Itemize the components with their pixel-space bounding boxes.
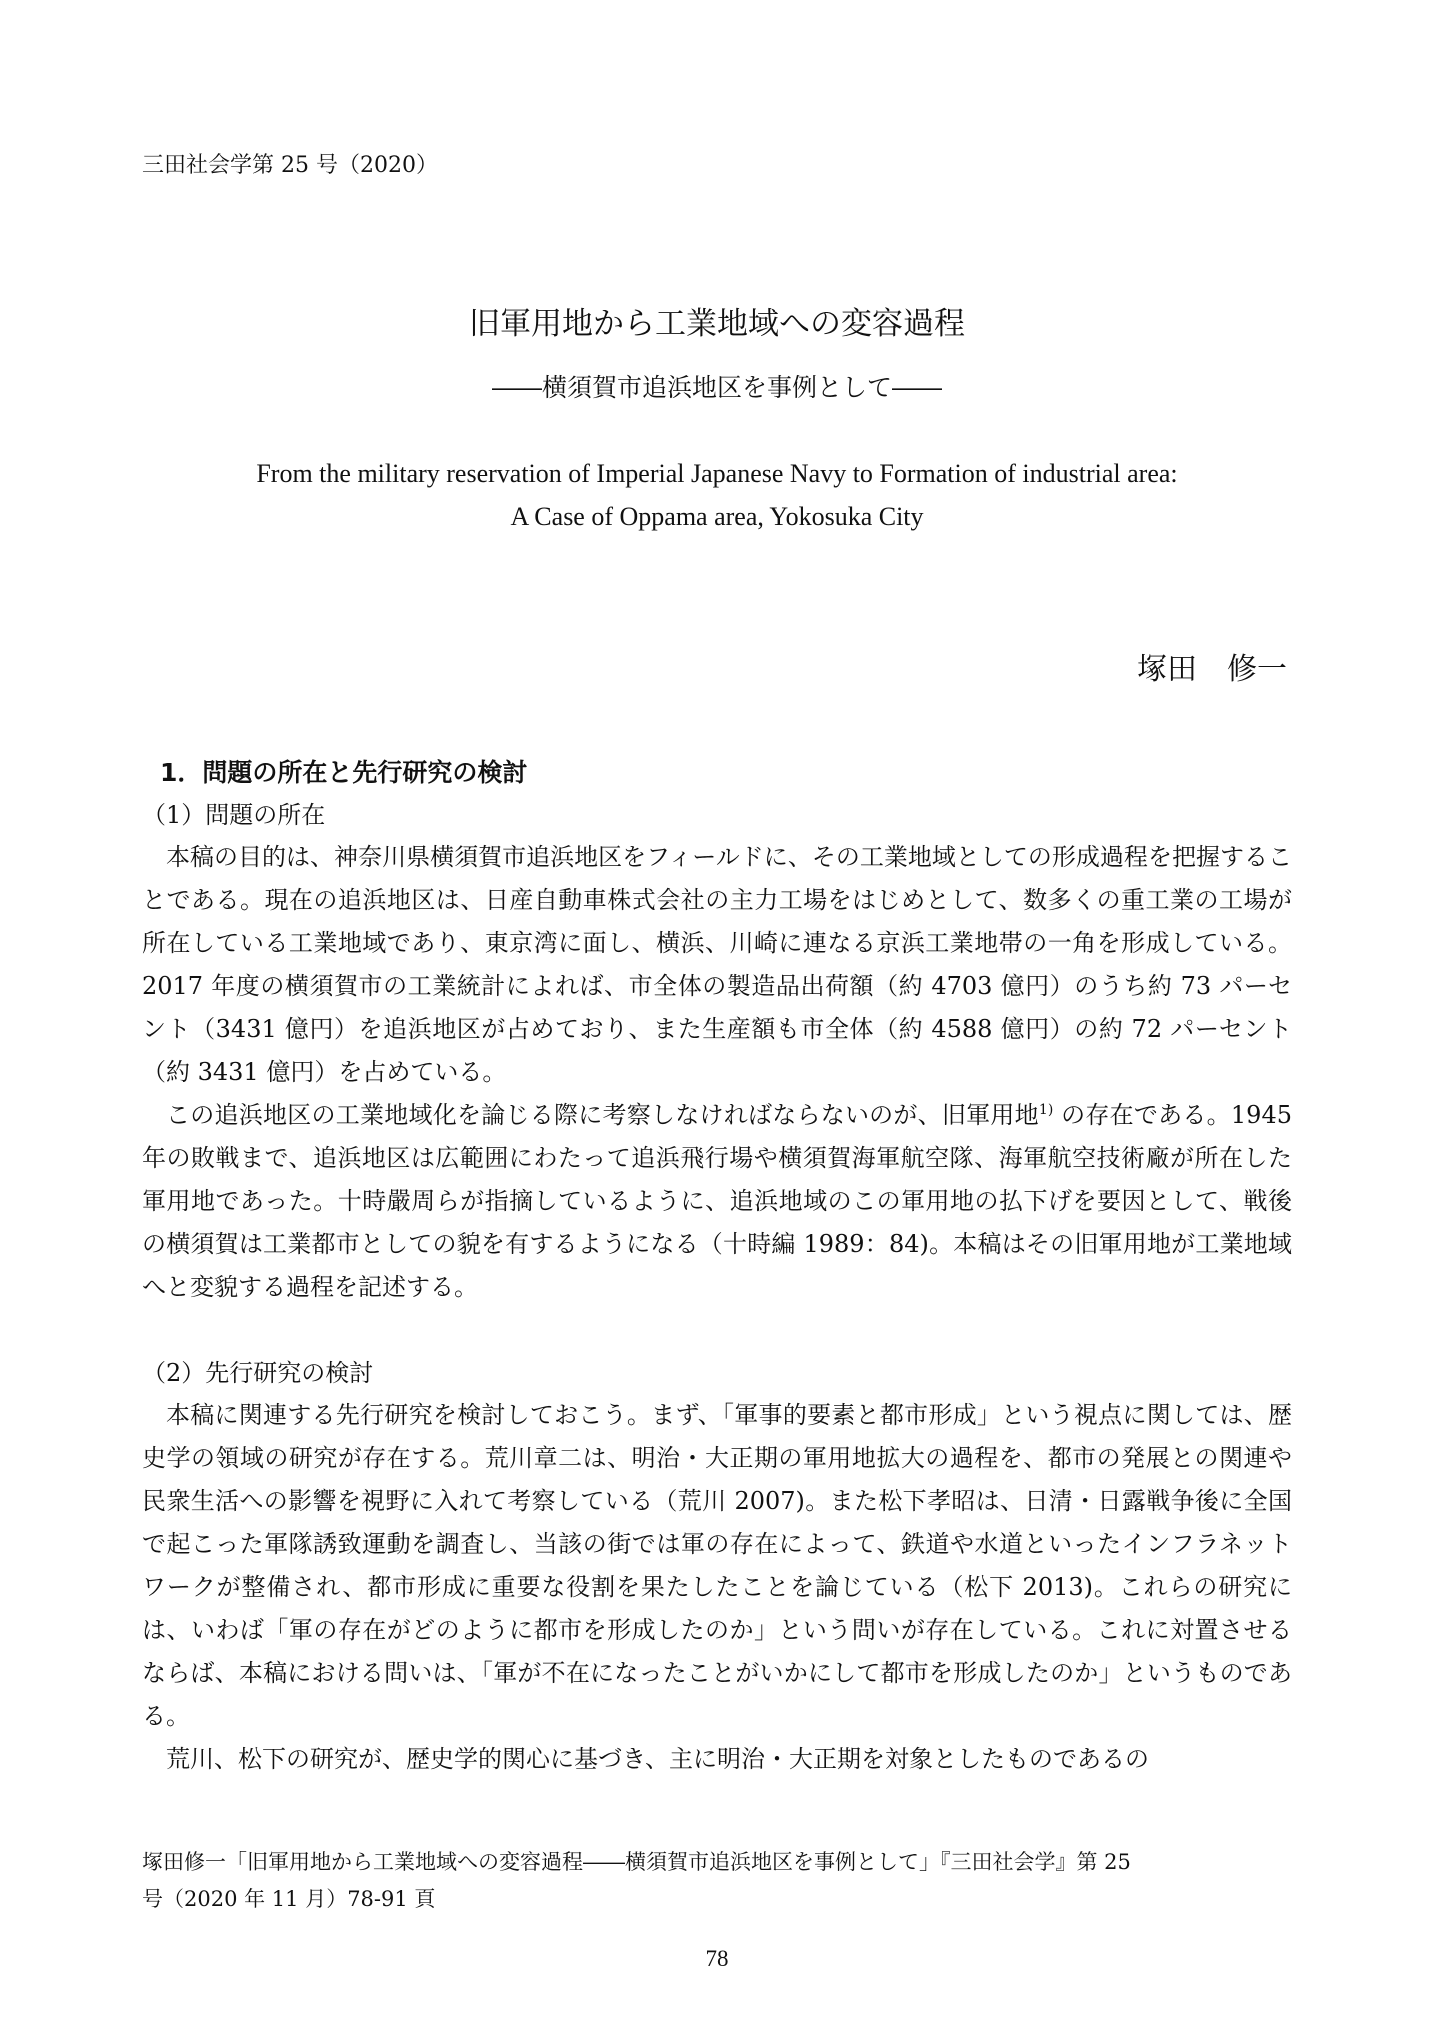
subsection-heading-2: （2）先行研究の検討	[142, 1359, 374, 1387]
author-name: 塚田 修一	[1137, 652, 1287, 687]
citation-line-2: 号（2020 年 11 月）78-91 頁	[142, 1887, 436, 1911]
paragraph-3: 本稿に関連する先行研究を検討しておこう。まず、「軍事的要素と都市形成」という視点に関しては、歴史学の領域の研究が存在する。荒川章二は、明治・大正期の軍用地拡大の過程を、都市の発展との関連や民衆生活への影響を視野に入れて考察している（荒川 2007)。また松下孝昭は、日清・日露戦争後に全国で起こった軍隊誘致運動を調査し、当該の街では軍の存在によって、鉄道や水道といったインフラネットワークが整備され、都市形成に重要な役割を果たしたことを論じている（松下 2013)。これらの研究には、いわば「軍の存在がどのように都市を形成したのか」という問いが存在している。これに対置させるならば、本稿における問いは、「軍が不在になったことがいかにして都市を形成したのか」というものである。	[142, 1401, 1292, 1730]
section-heading-1: 1．問題の所在と先行研究の検討	[160, 758, 528, 787]
journal-header: 三田社会学第 25 号（2020）	[142, 153, 438, 178]
main-body	[142, 752, 1292, 1781]
english-title	[0, 452, 1434, 538]
paragraph-1: 本稿の目的は、神奈川県横須賀市追浜地区をフィールドに、その工業地域としての形成過程を把握することである。現在の追浜地区は、日産自動車株式会社の主力工場をはじめとして、数多くの重工業の工場が所在している工業地域であり、東京湾に面し、横浜、川崎に連なる京浜工業地帯の一角を形成している。2017 年度の横須賀市の工業統計によれば、市全体の製造品出荷額（約 4703 億円）のうち約 73 パーセント（3431 億円）を追浜地区が占めており、また生産額も市全体（約 4588 億円）の約 72 パーセント（約 3431 億円）を占めている。	[142, 843, 1292, 1086]
paragraph-2-text-a: この追浜地区の工業地域化を論じる際に考察しなければならないのが、旧軍用地	[166, 1101, 1039, 1129]
paragraph-2-text-b: の存在である。1945 年の敗戦まで、追浜地区は広範囲にわたって追浜飛行場や横須賀海軍航空隊、海軍航空技術廠が所在した軍用地であった。十時嚴周らが指摘しているように、追浜地域のこの軍用地の払下げを要因として、戦後の横須賀は工業都市としての貌を有するようになる（十時編 1989：84)。本稿はその旧軍用地が工業地域へと変貌する過程を記述する。	[142, 1101, 1292, 1301]
paragraph-4: 荒川、松下の研究が、歴史学的関心に基づき、主に明治・大正期を対象としたものであるの	[166, 1745, 1150, 1773]
citation-footer	[142, 1844, 1292, 1918]
paragraph-2	[142, 1094, 1292, 1309]
citation-line-1: 塚田修一「旧軍用地から工業地域への変容過程――横須賀市追浜地区を事例として」『三田社会学』第 25	[142, 1850, 1131, 1874]
subsection-heading-1: （1）問題の所在	[142, 801, 326, 829]
english-title-line-2: A Case of Oppama area, Yokosuka City	[510, 502, 924, 531]
paper-subtitle: ――横須賀市追浜地区を事例として――	[491, 373, 942, 402]
paper-title: 旧軍用地から工業地域への変容過程	[469, 306, 965, 342]
section-gap	[142, 1309, 1292, 1352]
page-number: 78	[705, 1946, 729, 1971]
english-title-line-1: From the military reservation of Imperial Japanese Navy to Formation of industrial area:	[256, 459, 1178, 488]
footnote-marker-1[interactable]: 1)	[1038, 1102, 1054, 1118]
